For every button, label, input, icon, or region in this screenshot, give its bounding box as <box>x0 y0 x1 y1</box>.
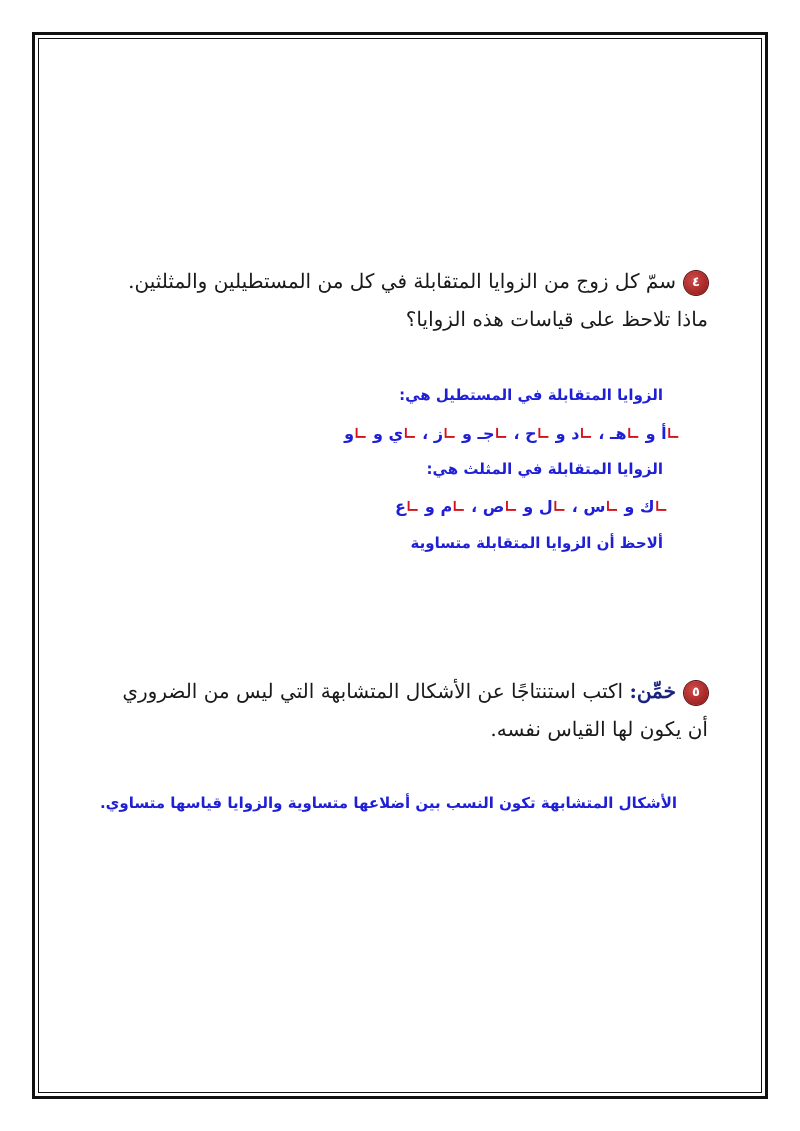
question-5-answer: الأشكال المتشابهة تكون النسب بين أضلاعها متساوية والزوايا قياسها متساوي. <box>99 794 677 812</box>
angle-symbol: ∟ <box>626 424 641 443</box>
angle-letter: ز <box>433 424 444 443</box>
page-border-inner <box>38 38 762 1093</box>
and-word: و <box>367 424 389 443</box>
and-word: و <box>640 424 662 443</box>
question-5-text: اكتب استنتاجًا عن الأشكال المتشابهة التي ليس من الضروري أن يكون لها القياس نفسه. <box>122 679 708 741</box>
pair-separator: ، <box>566 497 584 516</box>
angle-letter: جـ <box>477 424 495 443</box>
pair-separator: ، <box>465 497 483 516</box>
angle-pair <box>434 424 508 443</box>
pair-separator: ، <box>507 424 526 443</box>
angle-letter: س <box>583 497 606 516</box>
angle-letter: د <box>571 424 580 443</box>
angle-symbol: ∟ <box>403 424 417 443</box>
angle-letter: ص <box>482 497 505 516</box>
angle-pair <box>395 497 466 516</box>
question-number-badge: ٤ <box>684 271 708 295</box>
angle-pair <box>610 424 680 443</box>
pair-separator: ، <box>592 424 611 443</box>
angle-symbol: ∟ <box>579 424 593 443</box>
angle-symbol: ∟ <box>654 497 668 516</box>
question-number-badge: ٥ <box>684 681 708 705</box>
angle-symbol: ∟ <box>354 424 368 443</box>
and-word: و <box>517 497 539 516</box>
angle-letter: أ <box>661 424 667 443</box>
angle-letter: ح <box>525 424 537 443</box>
guess-label: خمِّن: <box>629 679 676 703</box>
angle-symbol: ∟ <box>504 497 518 516</box>
triangle-answer-heading: الزوايا المتقابلة في المثلث هي: <box>426 460 663 478</box>
and-word: و <box>419 497 441 516</box>
angle-symbol: ∟ <box>405 497 420 516</box>
angle-letter: و <box>344 424 355 443</box>
angle-letter: ل <box>538 497 553 516</box>
angle-letter: هـ <box>610 424 627 443</box>
angle-symbol: ∟ <box>605 497 619 516</box>
angle-symbol: ∟ <box>552 497 567 516</box>
angle-pair <box>525 424 593 443</box>
question-4 <box>96 262 708 338</box>
and-word: و <box>618 497 640 516</box>
angle-letter: ع <box>395 497 406 516</box>
angle-letter: م <box>440 497 453 516</box>
and-word: و <box>550 424 572 443</box>
conclusion-text: ألاحظ أن الزوايا المتقابلة متساوية <box>410 534 663 552</box>
and-word: و <box>456 424 478 443</box>
angle-symbol: ∟ <box>452 497 466 516</box>
angle-symbol: ∟ <box>536 424 551 443</box>
angle-letter: ك <box>639 497 655 516</box>
triangle-angle-pairs <box>395 497 668 516</box>
question-5 <box>96 672 708 748</box>
question-4-text: سمّ كل زوج من الزوايا المتقابلة في كل من المستطيلين والمثلثين. ماذا تلاحظ على قياسات هذه الزوايا؟ <box>128 269 708 331</box>
pair-separator: ، <box>416 424 434 443</box>
angle-symbol: ∟ <box>494 424 508 443</box>
angle-pair <box>344 424 417 443</box>
rectangle-angle-pairs <box>344 424 680 443</box>
angle-pair <box>583 497 668 516</box>
angle-symbol: ∟ <box>443 424 457 443</box>
angle-pair <box>483 497 566 516</box>
angle-letter: ي <box>388 424 404 443</box>
rectangle-answer-heading: الزوايا المتقابلة في المستطيل هي: <box>399 386 663 404</box>
angle-symbol: ∟ <box>666 424 680 443</box>
